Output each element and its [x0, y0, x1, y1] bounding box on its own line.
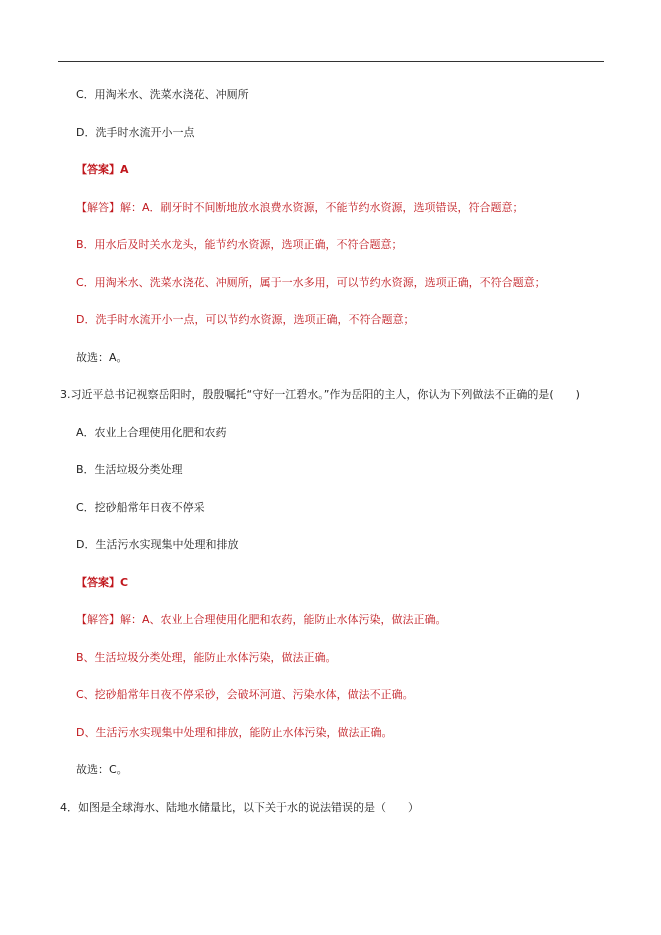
q2-analysis-line: C．用淘米水、洗菜水浇花、冲厕所，属于一水多用，可以节约水资源，选项正确，不符合题意； — [76, 276, 546, 289]
q3-analysis-line: C、挖砂船常年日夜不停采砂，会破坏河道、污染水体，做法不正确。 — [76, 688, 414, 701]
q3-conclusion: 故选：C。 — [76, 763, 128, 776]
q2-option-d: D．洗手时水流开小一点 — [76, 126, 195, 139]
q2-answer: 【答案】A — [76, 163, 129, 176]
q3-option-a: A．农业上合理使用化肥和农药 — [76, 426, 227, 439]
q3-option-b: B．生活垃圾分类处理 — [76, 463, 183, 476]
header-rule — [58, 61, 604, 62]
q2-option-c: C．用淘米水、洗菜水浇花、冲厕所 — [76, 88, 249, 101]
q2-analysis-line: D．洗手时水流开小一点，可以节约水资源，选项正确，不符合题意； — [76, 313, 415, 326]
q2-analysis-line: 【解答】解：A．刷牙时不间断地放水浪费水资源，不能节约水资源，选项错误，符合题意； — [76, 201, 524, 214]
q2-analysis-line: B．用水后及时关水龙头，能节约水资源，选项正确，不符合题意； — [76, 238, 403, 251]
q3-answer: 【答案】C — [76, 576, 129, 589]
q3-analysis-line: D、生活污水实现集中处理和排放，能防止水体污染，做法正确。 — [76, 726, 393, 739]
q4-stem: 4．如图是全球海水、陆地水储量比，以下关于水的说法错误的是（ ） — [60, 801, 419, 814]
q3-analysis-line: 【解答】解：A、农业上合理使用化肥和农药，能防止水体污染，做法正确。 — [76, 613, 447, 626]
q3-option-d: D．生活污水实现集中处理和排放 — [76, 538, 239, 551]
q3-stem: 3.习近平总书记视察岳阳时，殷殷嘱托“守好一江碧水。”作为岳阳的主人，你认为下列做法不正确的是( ) — [60, 388, 580, 401]
q2-conclusion: 故选：A。 — [76, 351, 128, 364]
q3-option-c: C．挖砂船常年日夜不停采 — [76, 501, 205, 514]
q3-analysis-line: B、生活垃圾分类处理，能防止水体污染，做法正确。 — [76, 651, 337, 664]
